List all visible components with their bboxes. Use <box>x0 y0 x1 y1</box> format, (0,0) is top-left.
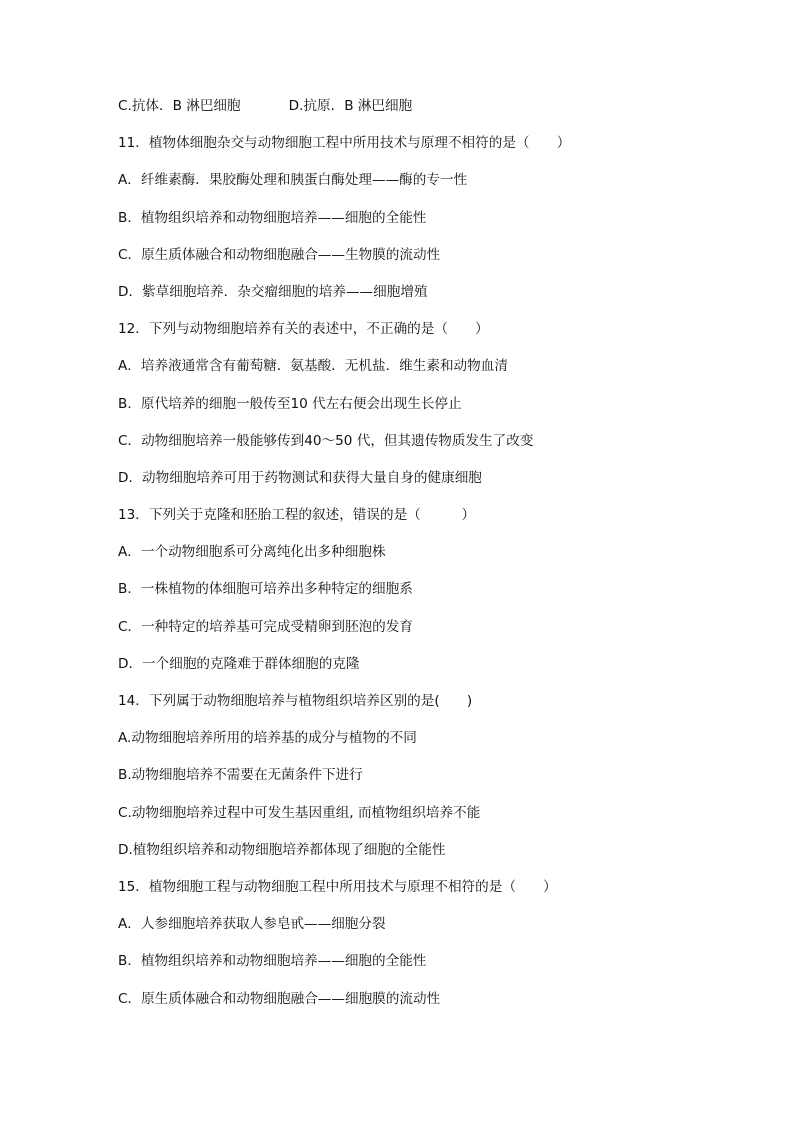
question-15-option-c: C．原生质体融合和动物细胞融合——细胞膜的流动性 <box>118 990 441 1007</box>
question-list <box>118 96 758 1026</box>
question-15-stem: 15．植物细胞工程与动物细胞工程中所用技术与原理不相符的是（ ） <box>118 878 557 895</box>
option-d: D.抗原．B 淋巴细胞 <box>288 98 413 114</box>
question-14-option-c: C.动物细胞培养过程中可发生基因重组, 而植物组织培养不能 <box>118 804 481 821</box>
question-12-option-a: A．培养液通常含有葡萄糖．氨基酸．无机盐．维生素和动物血清 <box>118 358 508 375</box>
option-c: C.抗体．B 淋巴细胞 <box>118 98 241 114</box>
question-14-option-d: D.植物组织培养和动物细胞培养都体现了细胞的全能性 <box>118 841 446 858</box>
question-15-option-a: A．人参细胞培养获取人参皂甙——细胞分裂 <box>118 916 386 933</box>
question-15-option-b: B．植物组织培养和动物细胞培养——细胞的全能性 <box>118 953 427 970</box>
question-13-option-b: B．一株植物的体细胞可培养出多种特定的细胞系 <box>118 581 413 598</box>
question-13-option-c: C．一种特定的培养基可完成受精卵到胚泡的发育 <box>118 618 413 635</box>
question-12-stem: 12．下列与动物细胞培养有关的表述中，不正确的是（ ） <box>118 321 489 338</box>
question-11-option-c: C．原生质体融合和动物细胞融合——生物膜的流动性 <box>118 246 441 263</box>
question-14-option-b: B.动物细胞培养不需要在无菌条件下进行 <box>118 767 363 784</box>
question-12-option-c: C．动物细胞培养一般能够传到40～50 代，但其遗传物质发生了改变 <box>118 432 534 449</box>
options-line-cd <box>118 96 758 133</box>
question-11-option-d: D．紫草细胞培养．杂交瘤细胞的培养——细胞增殖 <box>118 283 428 300</box>
question-13-option-d: D．一个细胞的克隆难于群体细胞的克隆 <box>118 655 360 672</box>
question-13-stem: 13．下列关于克隆和胚胎工程的叙述，错误的是（ ） <box>118 507 476 524</box>
question-14-option-a: A.动物细胞培养所用的培养基的成分与植物的不同 <box>118 730 417 747</box>
question-11-option-a: A．纤维素酶．果胶酶处理和胰蛋白酶处理——酶的专一性 <box>118 172 468 189</box>
question-13-option-a: A．一个动物细胞系可分离纯化出多种细胞株 <box>118 544 386 561</box>
question-12-option-b: B．原代培养的细胞一般传至10 代左右便会出现生长停止 <box>118 395 462 412</box>
question-11-option-b: B．植物组织培养和动物细胞培养——细胞的全能性 <box>118 209 427 226</box>
question-11-stem: 11．植物体细胞杂交与动物细胞工程中所用技术与原理不相符的是（ ） <box>118 135 571 152</box>
question-14-stem: 14．下列属于动物细胞培养与植物组织培养区别的是( ) <box>118 693 473 709</box>
question-12-option-d: D．动物细胞培养可用于药物测试和获得大量自身的健康细胞 <box>118 469 482 486</box>
